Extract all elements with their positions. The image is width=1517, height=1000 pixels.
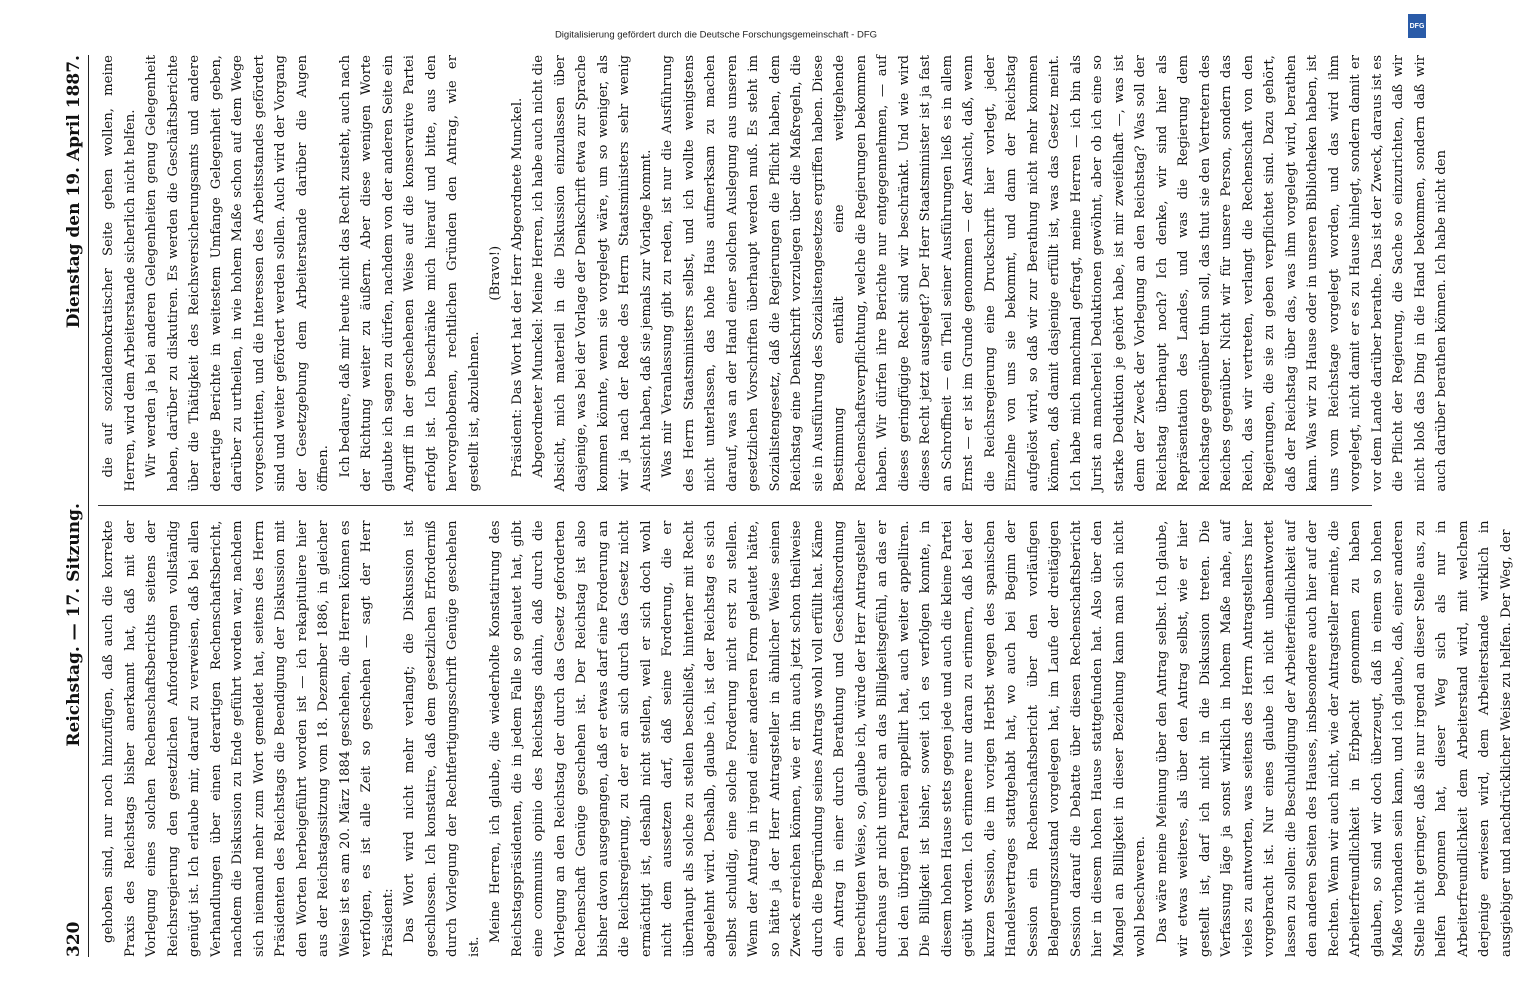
page-footer [26, 23, 1406, 47]
text-columns [98, 55, 1514, 957]
page-number: 320 [64, 921, 84, 957]
applause-note: (Bravo!) [488, 245, 503, 301]
paragraph: Wir werden ja bei anderen Gelegenheiten genug Gelegenheit haben, darüber zu diskutiren. Es werden die Geschäftsberichte über die Thätigkeit des Reichsversicherungsamts und andere derartige Berichte in weitestem Umfange Gelegenheit geben, darüber zu urtheilen, in wie hohem Maße schon auf dem Wege vorgeschritten, und die Interessen des Arbeitsstandes gefördert sind und weiter gefördert werden sollen. Auch wird der Vorgang der Gesetzgebung dem Arbeiterstande darüber die Augen öffnen. [144, 55, 331, 492]
paragraph: Abgeordneter Munckel: Meine Herren, ich habe auch nicht die Absicht, mich materiell in die Diskussion einzulassen über dasjenige, was bei der Vorlage der Denkschrift etwa zur Sprache kommen könnte, wenn sie vorgelegt wäre, um so weniger, als wir ja nach der Rede des Herrn Staatsministers sehr wenig Aussicht haben, daß sie jemals zur Vorlage kommt. [531, 55, 654, 492]
paragraph: Das wäre meine Meinung über den Antrag selbst. Ich glaube, wir etwas weiteres, als über den Antrag selbst, wie er hier gestellt ist, darf ich nicht in die Diskussion treten. Die Verfassung läge ja sonst wirklich in hohem Maße nahe, auf vieles zu antworten, was seitens des Herrn Antragstellers hier vorgebracht ist. Nur eines glaube ich nicht unbeantwortet lassen zu sollen: die Beschuldigung der Arbeiterfeindlichkeit auf den anderen Seiten des Hauses, insbesondere auch hier auf der Rechten. Wenn wir auch nicht, wie der Antragsteller meinte, die Arbeiterfreundlichkeit in Erbpacht genommen zu haben glauben, so sind wir doch überzeugt, daß in einem so hohen Maße vorhanden sein kann, und ich glaube, daß, einer anderen Stelle nicht geringer, daß sie nur irgend an dieser Stelle aus, zu helfen begonnen hat, dieser Weg sich als nur in Arbeiterfreundlichkeit dem Arbeiterstand wird, mit welchem derjenige erwiesen wird, dem Arbeiterstande wirklich in ausgiebiger und nachdrücklicher Weise zu helfen. Der Weg, der [1154, 520, 1514, 957]
scanned-page [26, 15, 1514, 985]
page-header [56, 55, 89, 957]
column-right [98, 55, 1449, 492]
paragraph: Was mir Veranlassung gibt zu reden, ist nur die Ausführung des Herrn Staatsministers selbst, und ich wollte wenigstens nicht unterlassen, das hohe Haus aufmerksam zu machen darauf, was an der Hand einer solchen Auslegung aus unseren gesetzlichen Vorschriften überhaupt werden muß. Es steht im Sozialistengesetz, daß die Regierungen die Pflicht haben, dem Reichstag eine Denkschrift vorzulegen über die Maßregeln, die sie in Ausführung des Sozialistengesetzes ergriffen haben. Diese Bestimmung enthält eine weitgehende Rechenschaftsverpflichtung, welche die Regierungen bekommen haben. Wir dürfen ihre Berichte nur entgegennehmen, — auf dieses geringfügige Recht sind wir beschränkt. Und wie wird dieses Recht jetzt ausgelegt? Der Herr Staatsminister ist ja fast an Schroffheit — ein Theil seiner Ausführungen ließ es in allem Ernst — er ist im Grunde genommen — der Ansicht, daß, wenn die Reichsregierung eine Druckschrift hier vorlegt, jeder Einzelne von uns sie bekommt, und dann der Reichstag aufgelöst wird, so daß wir zur Berathung nicht mehr kommen können, daß damit dasjenige erfüllt ist, was das Gesetz meint. Ich habe mich manchmal gefragt, meine Herren — ich bin als Jurist an mancherlei Deduktionen gewöhnt, aber ob ich eine so starke Deduktion je gehört habe, ist mir zweifelhaft —, was ist denn der Zweck der Vorlegung an den Reichstag? Was soll der Reichstag überhaupt noch? Ich denke, wir sind hier als Repräsentation des Landes, und was die Regierung dem Reichstage gegenüber thun soll, das thut sie den Vertretern des Reiches gegenüber. Nicht wir für unsere Person, sondern das Reich, das wir vertreten, verlangt die Rechenschaft von den Regierungen, die sie zu geben verpflichtet sind. Dazu gehört, daß der Reichstag über das, was ihm vorgelegt wird, berathen kann. Was wir zu Hause oder in unseren Bibliotheken haben, ist uns vom Reichstage vorgelegt worden, und das wird ihm vorgelegt, nicht damit er es zu Hause hinlegt, sondern damit er vor dem Lande darüber berathe. Das ist der Zweck, daraus ist es die Pflicht der Regierung, die Sache so einzurichten, daß wir nicht bloß das Ding in die Hand bekommen, sondern daß wir auch darüber berathen können. Ich habe nicht den [660, 55, 1449, 492]
session-date: Dienstag den 19. April 1887. [64, 55, 84, 329]
paragraph: Meine Herren, ich glaube, die wiederholte Konstatirung des Reichstagspräsidenten, die in jedem Falle so gelautet hat, gibt eine communis opinio des Reichstags dahin, daß durch die Vorlegung an den Reichstag der durch das Gesetz geforderten Rechenschaft Genüge geschehen ist. Der Reichstag ist also bisher davon ausgegangen, daß er etwas darf eine Forderung an die Reichsregierung, zu der er an sich durch das Gesetz nicht ermächtigt ist, deshalb nicht stellen, weil er sich doch wohl nicht dem aussetzen darf, daß seine Forderung, die er überhaupt als solche zu stellen beschließt, hinterher mit Recht abgelehnt wird. Deshalb, glaube ich, ist der Reichstag es sich selbst schuldig, eine solche Forderung nicht erst zu stellen. Wenn der Antrag in irgend einer anderen Form gelautet hätte, so hätte ja der Herr Antragsteller in ähnlicher Weise seinen Zweck erreichen können, wie er ihn auch jetzt schon theilweise durch die Begründung seines Antrags wohl voll erfüllt hat. Käme ein Antrag in einer durch Berathung und Geschäftsordnung berechtigten Weise, so, glaube ich, würde der Herr Antragsteller durchaus gar nicht unrecht an das Billigkeitsgefühl, an das er bei den übrigen Parteien appellirt hat, auch weiter appelliren. Die Billigkeit ist bisher, soweit ich es verfolgen konnte, in diesem hohen Hause stets gegen jede und auch die kleine Partei geübt worden. Ich erinnere nur daran zu erinnern, daß bei der kurzen Session, die im vorigen Herbst wegen des spanischen Handelsvertrages stattgehabt hat, wo auch bei Beginn der Session ein Rechenschaftsbericht über den vorläufigen Belagerungszustand vorgelegen hat, im Laufe der dreitägigen Session darauf die Debatte über diesen Rechenschaftsbericht hier in diesem hohen Hause stattgefunden hat. Also über den Mangel an Billigkeit in dieser Beziehung kann man sich nicht wohl beschweren. [488, 520, 1148, 957]
column-left [98, 520, 1514, 958]
paragraph: Präsident: Das Wort hat der Herr Abgeordnete Munckel. [509, 97, 525, 478]
paragraph: Ich bedaure, daß mir heute nicht das Recht zusteht, auch nach der Richtung weiter zu äußern. Aber diese wenigen Worte glaubte ich sagen zu dürfen, nachdem von der anderen Seite ein Angriff in der geschehenen Weise auf die konservative Partei erfolgt ist. Ich beschränke mich hierauf und bitte, aus den hervorgehobenen, rechtlichen Gründen den Antrag, wie er gestellt ist, abzulehnen. [337, 55, 482, 492]
column-divider [98, 506, 1372, 507]
paragraph: Das Wort wird nicht mehr verlangt; die Diskussion ist geschlossen. Ich konstatire, daß dem gesetzlichen Erforderniß durch Vorlegung der Rechtfertigungsschrift Genüge geschehen ist. [402, 520, 482, 957]
paragraph: gehoben sind, nur noch hinzufügen, daß auch die korrekte Praxis des Reichstags bisher anerkannt hat, daß mit der Vorlegung eines solchen Rechenschaftsberichts seitens der Reichsregierung den gesetzlichen Anforderungen vollständig genügt ist. Ich erlaube mir, darauf zu verweisen, daß bei allen Verhandlungen über einen derartigen Rechenschaftsbericht, nachdem die Diskussion zu Ende geführt worden war, nachdem sich niemand mehr zum Wort gemeldet hat, seitens des Herrn Präsidenten des Reichstags die Beendigung der Diskussion mit den Worten herbeigeführt worden ist — ich rekapituliere hier aus der Reichstagssitzung vom 18. Dezember 1886, in gleicher Weise ist es am 20. März 1884 geschehen, die Herren können es verfolgen, es ist alle Zeit so geschehen — sagt der Herr Präsident: [101, 520, 396, 957]
dfg-logo: DFG [1408, 14, 1426, 38]
session-title: Reichstag. — 17. Sitzung. [64, 503, 84, 747]
digitization-credit: Digitalisierung gefördert durch die Deutsche Forschungsgemeinschaft - DFG [554, 29, 878, 41]
paragraph: die auf sozialdemokratischer Seite gehen wollen, meine Herren, wird dem Arbeiterstande sicherlich nicht helfen. [101, 55, 138, 492]
